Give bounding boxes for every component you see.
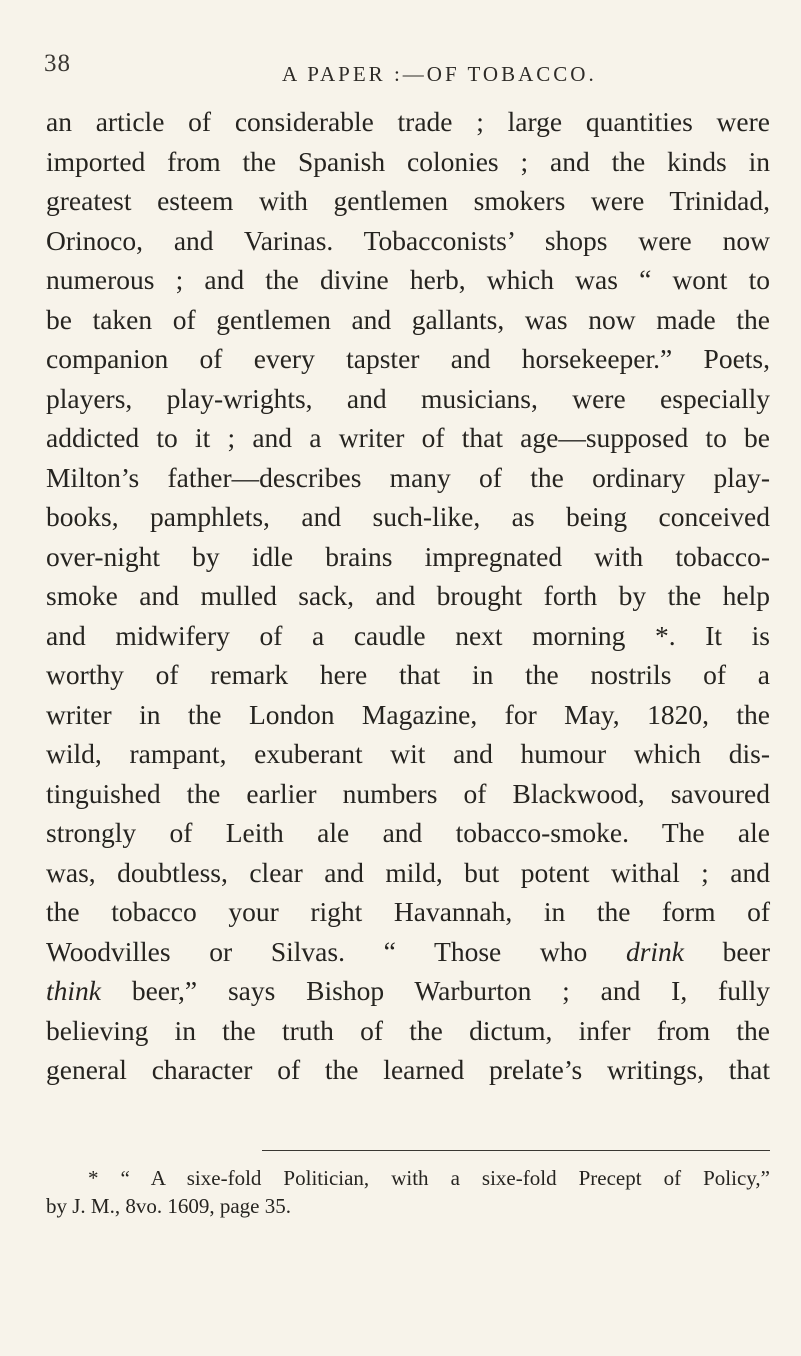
text-line: the tobacco your right Havannah, in the form of bbox=[46, 896, 770, 927]
text-line: writer in the London Magazine, for May, 1820, the bbox=[46, 698, 770, 730]
text-line: Orinoco, and Varinas. Tobacconists’ shops were now bbox=[46, 224, 770, 256]
text-fragment: beer bbox=[684, 935, 770, 967]
italic-word: think bbox=[46, 975, 101, 1006]
text-line: wild, rampant, exuberant wit and humour which dis- bbox=[46, 738, 770, 769]
running-head: A PAPER :—OF TOBACCO. bbox=[282, 62, 597, 86]
text-fragment: Woodvilles or Silvas. bbox=[46, 935, 345, 967]
footnote-rule bbox=[262, 1150, 770, 1151]
text-line: players, play-wrights, and musicians, were especially bbox=[46, 382, 770, 414]
page-number: 38 bbox=[44, 50, 71, 77]
text-line bbox=[46, 932, 770, 972]
text-line: books, pamphlets, and such-like, as being conceived bbox=[46, 501, 770, 532]
text-line: addicted to it ; and a writer of that age—supposed to be bbox=[46, 422, 770, 453]
text-line: an article of considerable trade ; large quantities were bbox=[46, 106, 770, 137]
footnote-line: * “ A sixe-fold Politician, with a sixe-fold Precept of Policy,” bbox=[88, 1166, 770, 1190]
text-line: numerous ; and the divine herb, which was “ wont to bbox=[46, 264, 770, 295]
text-line: general character of the learned prelate’s writings, that bbox=[46, 1054, 770, 1085]
text-line: strongly of Leith ale and tobacco-smoke. The ale bbox=[46, 817, 770, 848]
text-line: smoke and mulled sack, and brought forth by the help bbox=[46, 580, 770, 611]
text-line: Milton’s father—describes many of the ordinary play- bbox=[46, 461, 770, 493]
text-line: imported from the Spanish colonies ; and the kinds in bbox=[46, 145, 770, 177]
quote-start: “ Those who bbox=[383, 935, 626, 967]
footnote-line: by J. M., 8vo. 1609, page 35. bbox=[46, 1194, 291, 1218]
text-line: worthy of remark here that in the nostrils of a bbox=[46, 659, 770, 690]
italic-word: drink bbox=[625, 935, 684, 967]
text-line bbox=[46, 971, 770, 1011]
text-line: tinguished the earlier numbers of Blackwood, savoured bbox=[46, 777, 770, 809]
text-line: be taken of gentlemen and gallants, was now made the bbox=[46, 303, 770, 335]
text-line: and midwifery of a caudle next morning *. It is bbox=[46, 619, 770, 651]
text-line: greatest esteem with gentlemen smokers were Trinidad, bbox=[46, 185, 770, 216]
text-line: was, doubtless, clear and mild, but potent withal ; and bbox=[46, 856, 770, 888]
text-line: companion of every tapster and horsekeeper.” Poets, bbox=[46, 343, 770, 374]
text-fragment: beer,” says Bishop Warburton ; and I, fully bbox=[101, 975, 770, 1006]
footnote bbox=[46, 1164, 770, 1220]
text-line: believing in the truth of the dictum, infer from the bbox=[46, 1014, 770, 1046]
body-text bbox=[46, 102, 770, 1090]
text-line: over-night by idle brains impregnated with tobacco- bbox=[46, 540, 770, 572]
